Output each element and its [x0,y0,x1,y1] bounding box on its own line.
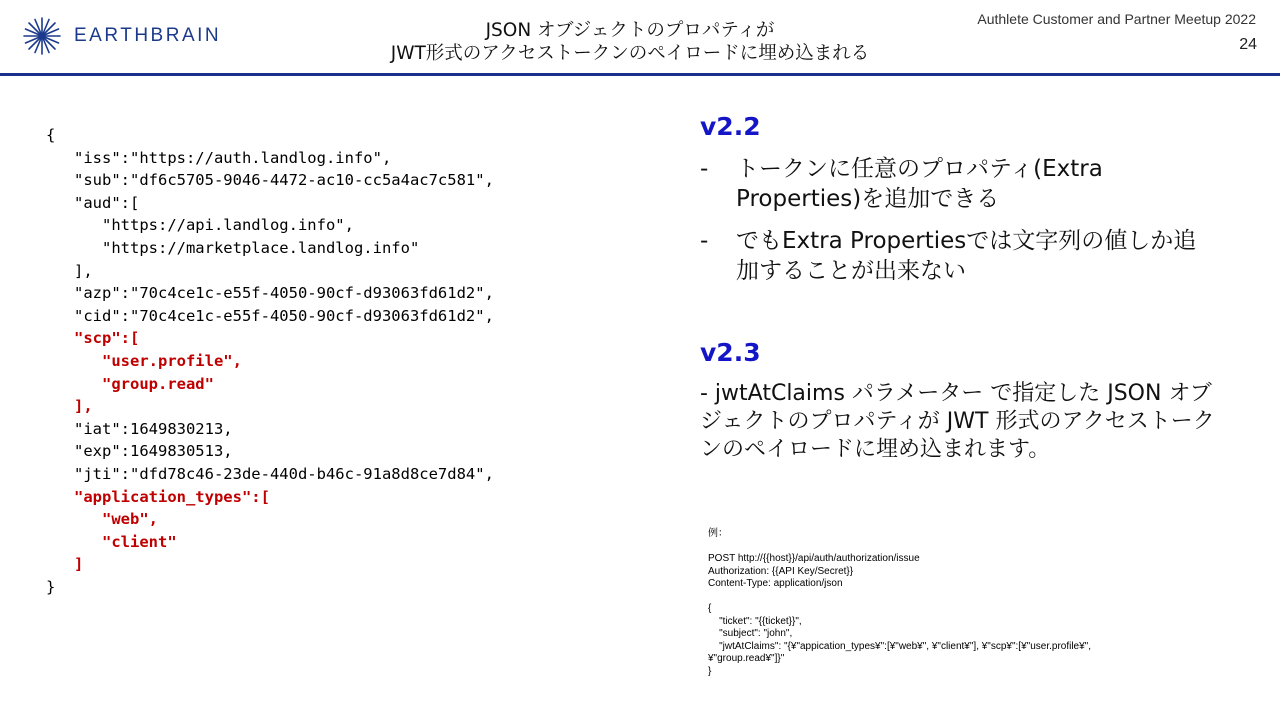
code-line: "sub":"df6c5705-9046-4472-ac10-cc5a4ac7c581", [46,171,494,190]
slide-header [0,0,1280,76]
brand-name: EARTHBRAIN [74,25,222,46]
bullet-dash: - [700,156,709,182]
v23-description: - jwtAtClaims パラメーター で指定した JSON オブジェクトのプロパティが JWT 形式のアクセストークンのペイロードに埋め込まれます。 [700,381,1215,462]
code-line: "iss":"https://auth.landlog.info", [46,148,392,167]
earthbrain-logo [22,16,221,56]
code-line: ] [46,555,84,574]
code-line: "scp":[ [46,329,140,348]
bullet-text: トークンに任意のプロパティ(Extra Properties)を追加できる [736,156,1103,212]
bullet-text: でもExtra Propertiesでは文字列の値しか追加することが出来ない [736,228,1197,284]
slide-title-line1: JSON オブジェクトのプロパティが [485,20,775,41]
example-request: 例： POST http://{{host}}/api/auth/authorization/issue Authorization: {{API Key/Secret}} Content-Type: application/json { "ticket": "{{ticket}}", "subject": "john", "jwtAtClaims": "{¥"appication_types¥":[¥"web¥", ¥"client¥"], ¥"scp¥":[¥"user.profile¥", ¥"group.read¥"]}" } [708,528,1092,677]
slide-title-line2: JWT形式のアクセストークンのペイロードに埋め込まれる [390,43,870,64]
header-divider [0,73,1280,76]
code-line: "application_types":[ [46,487,270,506]
code-line: "user.profile", [46,351,242,370]
code-line: { [46,126,56,144]
code-line: "azp":"70c4ce1c-e55f-4050-90cf-d93063fd61d2", [46,284,494,303]
starburst-logo-icon [22,16,62,56]
code-line: ], [46,397,93,416]
code-line: ], [46,261,93,280]
bullet-dash: - [700,228,709,254]
jwt-payload-code-block [46,124,494,598]
slide-title [330,19,930,65]
code-line: "cid":"70c4ce1c-e55f-4050-90cf-d93063fd61d2", [46,306,494,325]
code-line: "https://marketplace.landlog.info" [46,238,420,257]
code-line: "exp":1649830513, [46,442,233,461]
code-line: } [46,577,56,596]
code-line: "https://api.landlog.info", [46,216,354,235]
page-number: 24 [1239,36,1257,53]
code-line: "jti":"dfd78c46-23de-440d-b46c-91a8d8ce7d84", [46,464,494,483]
v22-bullet-1 [700,154,1220,214]
code-line: "web", [46,510,158,529]
code-line: "group.read" [46,374,214,393]
code-line: "client" [46,532,177,551]
version-heading-v22: v2.2 [700,112,761,141]
event-name: Authlete Customer and Partner Meetup 2022 [977,11,1256,27]
code-line: "iat":1649830213, [46,419,233,438]
version-heading-v23: v2.3 [700,338,761,367]
v22-bullet-2 [700,226,1220,286]
code-line: "aud":[ [46,193,140,212]
